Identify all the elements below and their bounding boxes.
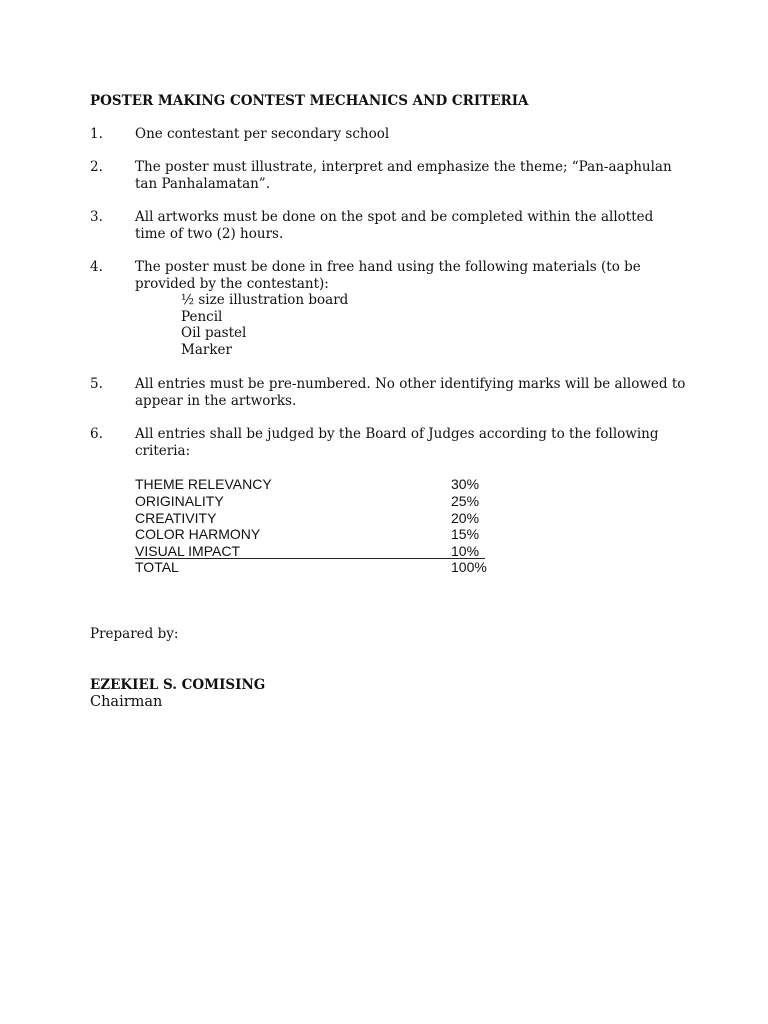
item-text: The poster must illustrate, interpret and emphasize the theme; “Pan-aaphulan (135, 159, 672, 175)
signatory-title: Chairman (90, 694, 163, 710)
signatory-name: EZEKIEL S. COMISING (90, 677, 266, 693)
material-item: Oil pastel (181, 325, 247, 341)
item-text: The poster must be done in free hand using the following materials (to be (135, 259, 641, 275)
criteria-sum-rule (135, 558, 485, 559)
material-item: Marker (181, 342, 232, 358)
item-text: tan Panhalamatan”. (135, 176, 270, 192)
item-number: 4. (90, 259, 103, 275)
criteria-name: ORIGINALITY (135, 493, 224, 509)
item-number: 2. (90, 159, 103, 175)
document-title: POSTER MAKING CONTEST MECHANICS AND CRITERIA (90, 93, 529, 109)
prepared-by-label: Prepared by: (90, 626, 179, 642)
criteria-total-percent: 100% (451, 559, 487, 575)
item-text: All entries shall be judged by the Board of Judges according to the following (135, 426, 659, 442)
item-number: 3. (90, 209, 103, 225)
criteria-percent: 30% (451, 476, 480, 492)
criteria-total-label: TOTAL (135, 559, 179, 575)
item-text: time of two (2) hours. (135, 226, 284, 242)
item-number: 6. (90, 426, 103, 442)
material-item: Pencil (181, 309, 223, 325)
material-item: ½ size illustration board (181, 292, 349, 308)
item-number: 5. (90, 376, 103, 392)
criteria-percent: 20% (451, 510, 480, 526)
criteria-name: THEME RELEVANCY (135, 476, 272, 492)
criteria-name: VISUAL IMPACT (135, 543, 241, 559)
item-number: 1. (90, 126, 103, 142)
item-text: All artworks must be done on the spot and be completed within the allotted (135, 209, 654, 225)
criteria-percent: 10% (451, 543, 480, 559)
criteria-percent: 15% (451, 526, 480, 542)
item-text: criteria: (135, 443, 191, 459)
item-text: appear in the artworks. (135, 393, 297, 409)
criteria-name: COLOR HARMONY (135, 526, 261, 542)
item-text: One contestant per secondary school (135, 126, 390, 142)
item-text: provided by the contestant): (135, 276, 329, 292)
criteria-percent: 25% (451, 493, 480, 509)
criteria-name: CREATIVITY (135, 510, 217, 526)
item-text: All entries must be pre-numbered. No other identifying marks will be allowed to (135, 376, 686, 392)
